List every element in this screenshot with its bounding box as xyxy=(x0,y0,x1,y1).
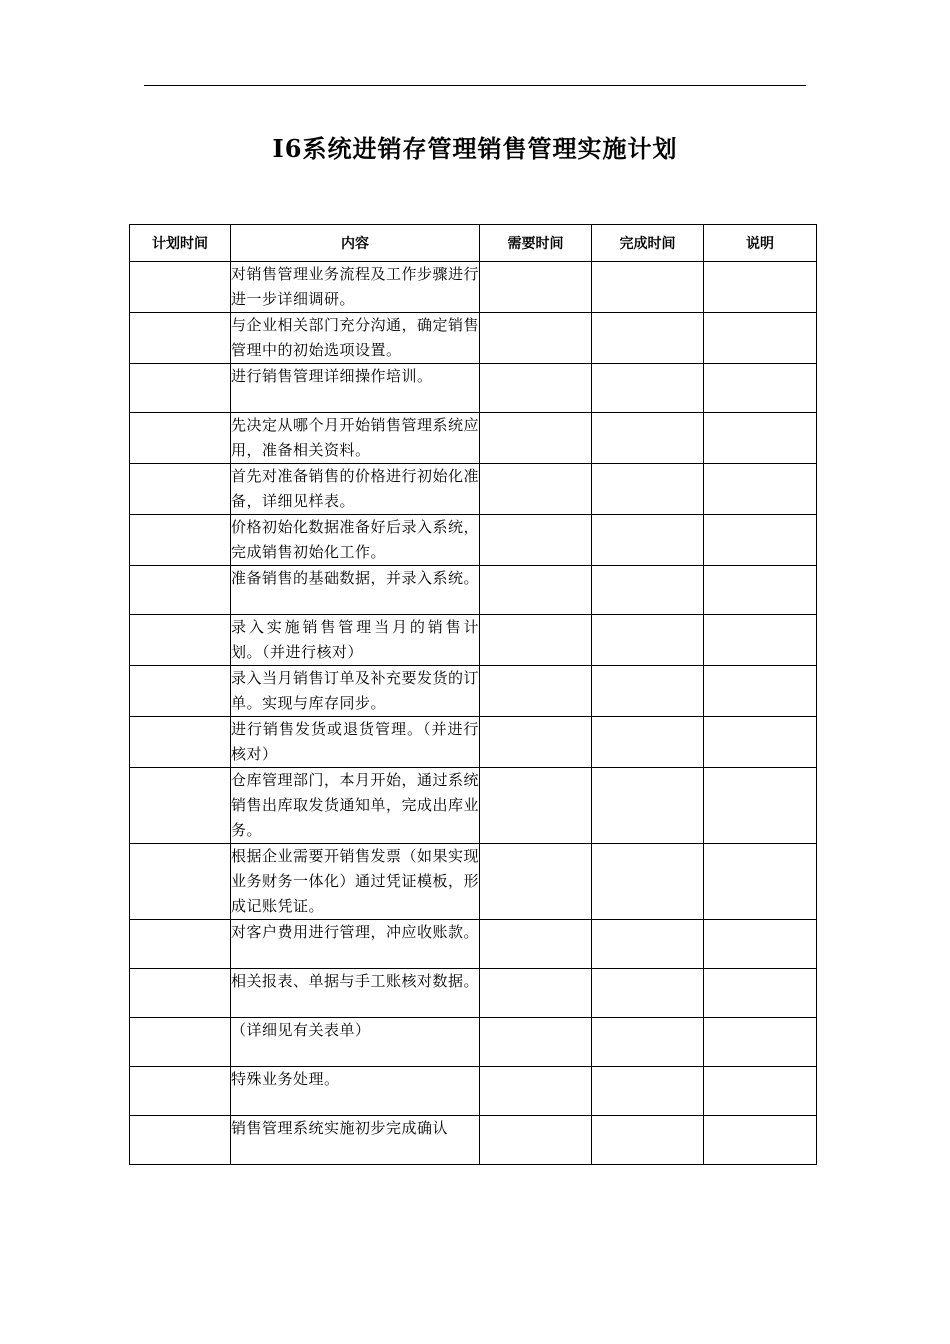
note-cell xyxy=(704,717,817,768)
completed-time-cell xyxy=(592,717,704,768)
note-cell xyxy=(704,566,817,615)
table-row xyxy=(130,1067,817,1116)
content-cell: 根据企业需要开销售发票（如果实现业务财务一体化）通过凭证模板，形成记账凭证。 xyxy=(231,844,480,920)
plan-time-cell xyxy=(130,313,231,364)
content-cell: 进行销售管理详细操作培训。 xyxy=(231,364,480,413)
document-title: I6系统进销存管理销售管理实施计划 xyxy=(272,134,678,163)
required-time-cell xyxy=(480,1018,592,1067)
plan-time-cell xyxy=(130,768,231,844)
completed-time-cell xyxy=(592,969,704,1018)
table-row xyxy=(130,413,817,464)
note-cell xyxy=(704,920,817,969)
table-row xyxy=(130,844,817,920)
note-cell xyxy=(704,262,817,313)
plan-time-cell xyxy=(130,1116,231,1165)
table-row xyxy=(130,666,817,717)
required-time-cell xyxy=(480,615,592,666)
required-time-cell xyxy=(480,313,592,364)
header-required-time: 需要时间 xyxy=(480,225,592,262)
table-row xyxy=(130,262,817,313)
table-row xyxy=(130,1116,817,1165)
completed-time-cell xyxy=(592,313,704,364)
table-header-row xyxy=(130,225,817,262)
table-row xyxy=(130,768,817,844)
note-cell xyxy=(704,768,817,844)
plan-time-cell xyxy=(130,844,231,920)
plan-time-cell xyxy=(130,969,231,1018)
note-cell xyxy=(704,1116,817,1165)
table-row xyxy=(130,969,817,1018)
required-time-cell xyxy=(480,768,592,844)
header-completed-time: 完成时间 xyxy=(592,225,704,262)
content-cell: 首先对准备销售的价格进行初始化准备，详细见样表。 xyxy=(231,464,480,515)
note-cell xyxy=(704,1018,817,1067)
content-cell: 录入当月销售订单及补充要发货的订单。实现与库存同步。 xyxy=(231,666,480,717)
content-cell: 价格初始化数据准备好后录入系统，完成销售初始化工作。 xyxy=(231,515,480,566)
content-cell: 进行销售发货或退货管理。（并进行核对） xyxy=(231,717,480,768)
plan-time-cell xyxy=(130,464,231,515)
required-time-cell xyxy=(480,717,592,768)
required-time-cell xyxy=(480,262,592,313)
plan-time-cell xyxy=(130,413,231,464)
required-time-cell xyxy=(480,666,592,717)
completed-time-cell xyxy=(592,1067,704,1116)
completed-time-cell xyxy=(592,666,704,717)
required-time-cell xyxy=(480,1116,592,1165)
note-cell xyxy=(704,464,817,515)
table-row xyxy=(130,364,817,413)
plan-time-cell xyxy=(130,262,231,313)
plan-time-cell xyxy=(130,364,231,413)
table-row xyxy=(130,566,817,615)
required-time-cell xyxy=(480,464,592,515)
note-cell xyxy=(704,844,817,920)
completed-time-cell xyxy=(592,844,704,920)
completed-time-cell xyxy=(592,1018,704,1067)
content-cell: 与企业相关部门充分沟通，确定销售管理中的初始选项设置。 xyxy=(231,313,480,364)
plan-time-cell xyxy=(130,666,231,717)
content-cell: 仓库管理部门，本月开始，通过系统销售出库取发货通知单，完成出库业务。 xyxy=(231,768,480,844)
required-time-cell xyxy=(480,566,592,615)
plan-time-cell xyxy=(130,615,231,666)
table-row xyxy=(130,920,817,969)
table-row xyxy=(130,615,817,666)
completed-time-cell xyxy=(592,1116,704,1165)
plan-time-cell xyxy=(130,920,231,969)
completed-time-cell xyxy=(592,515,704,566)
table-row xyxy=(130,1018,817,1067)
completed-time-cell xyxy=(592,464,704,515)
required-time-cell xyxy=(480,413,592,464)
content-cell: （详细见有关表单） xyxy=(231,1018,480,1067)
note-cell xyxy=(704,615,817,666)
required-time-cell xyxy=(480,364,592,413)
required-time-cell xyxy=(480,1067,592,1116)
header-note: 说明 xyxy=(704,225,817,262)
table-row xyxy=(130,717,817,768)
implementation-plan-table xyxy=(129,224,817,1165)
required-time-cell xyxy=(480,920,592,969)
content-cell: 特殊业务处理。 xyxy=(231,1067,480,1116)
note-cell xyxy=(704,969,817,1018)
header-plan-time: 计划时间 xyxy=(130,225,231,262)
content-cell: 录入实施销售管理当月的销售计划。（并进行核对） xyxy=(231,615,480,666)
header-rule xyxy=(144,85,806,86)
plan-time-cell xyxy=(130,515,231,566)
note-cell xyxy=(704,313,817,364)
required-time-cell xyxy=(480,844,592,920)
content-cell: 对销售管理业务流程及工作步骤进行进一步详细调研。 xyxy=(231,262,480,313)
plan-time-cell xyxy=(130,1067,231,1116)
content-cell: 对客户费用进行管理，冲应收账款。 xyxy=(231,920,480,969)
completed-time-cell xyxy=(592,768,704,844)
plan-time-cell xyxy=(130,717,231,768)
completed-time-cell xyxy=(592,364,704,413)
table-row xyxy=(130,464,817,515)
note-cell xyxy=(704,413,817,464)
note-cell xyxy=(704,364,817,413)
completed-time-cell xyxy=(592,920,704,969)
completed-time-cell xyxy=(592,615,704,666)
content-cell: 销售管理系统实施初步完成确认 xyxy=(231,1116,480,1165)
note-cell xyxy=(704,666,817,717)
required-time-cell xyxy=(480,969,592,1018)
table-row xyxy=(130,313,817,364)
content-cell: 先决定从哪个月开始销售管理系统应用，准备相关资料。 xyxy=(231,413,480,464)
content-cell: 准备销售的基础数据，并录入系统。 xyxy=(231,566,480,615)
content-cell: 相关报表、单据与手工账核对数据。 xyxy=(231,969,480,1018)
plan-time-cell xyxy=(130,1018,231,1067)
table-row xyxy=(130,515,817,566)
note-cell xyxy=(704,515,817,566)
completed-time-cell xyxy=(592,566,704,615)
header-content: 内容 xyxy=(231,225,480,262)
completed-time-cell xyxy=(592,262,704,313)
note-cell xyxy=(704,1067,817,1116)
plan-time-cell xyxy=(130,566,231,615)
required-time-cell xyxy=(480,515,592,566)
completed-time-cell xyxy=(592,413,704,464)
